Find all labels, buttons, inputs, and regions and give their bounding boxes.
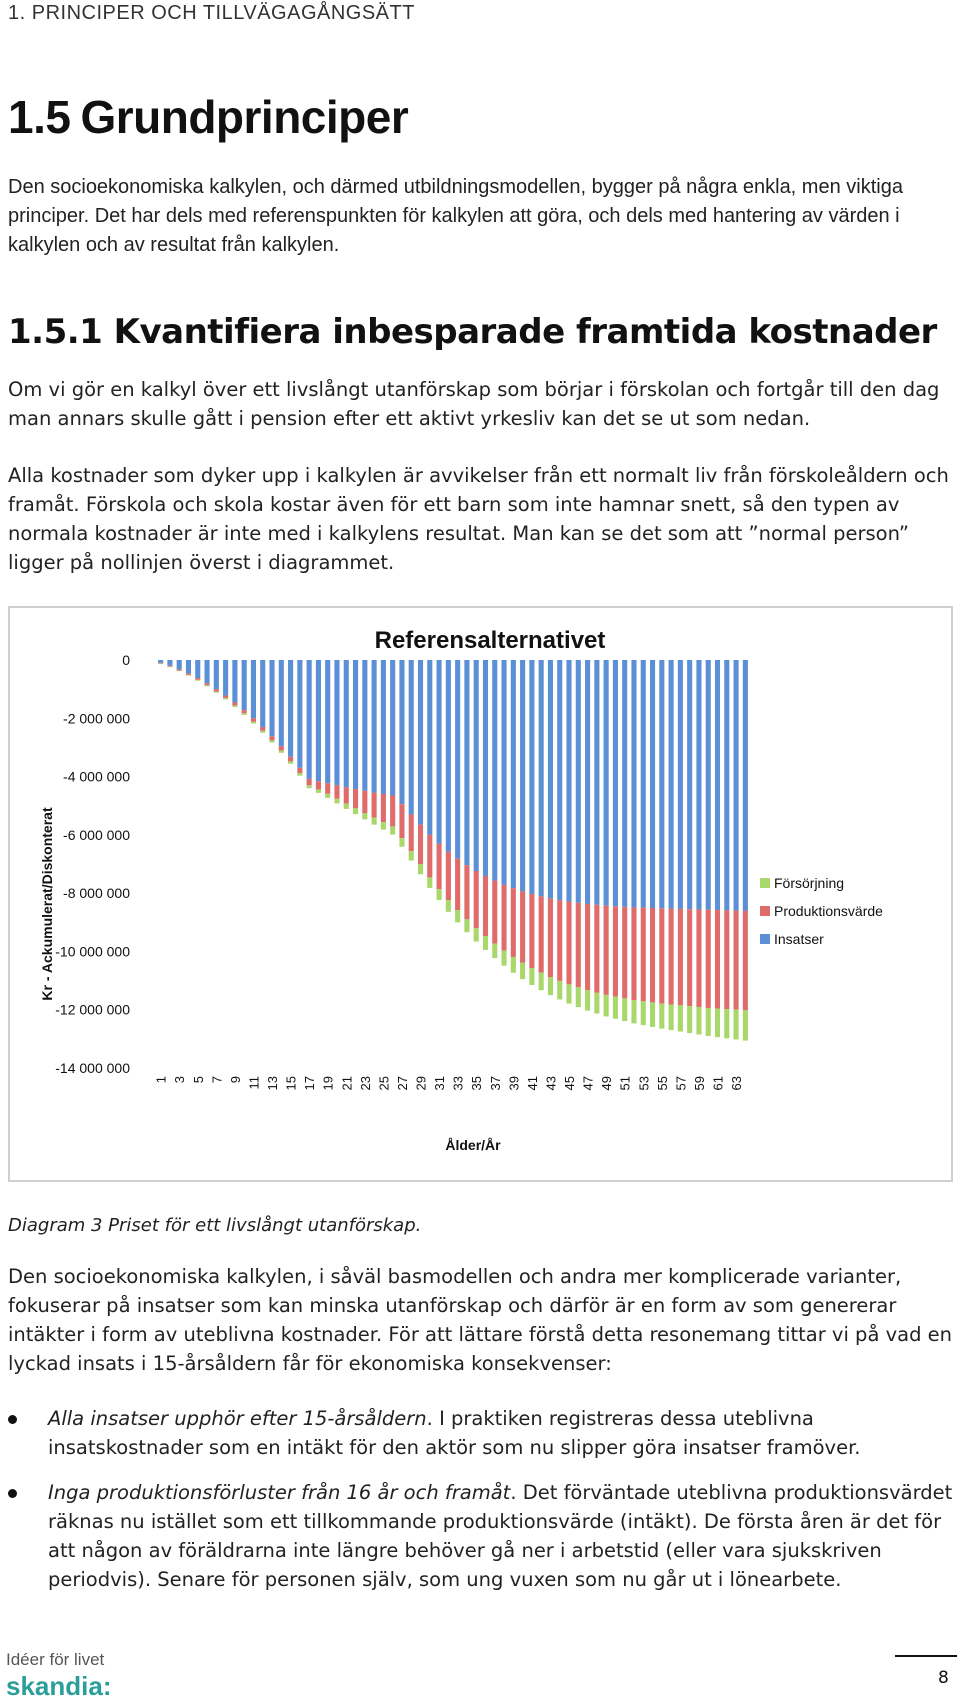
bar-segment	[195, 680, 200, 681]
bar-segment	[242, 713, 247, 715]
x-tick-label: 59	[692, 1076, 707, 1091]
bar-segment	[232, 705, 237, 706]
bar-segment	[307, 785, 312, 788]
bar-segment	[604, 660, 609, 906]
bar-segment	[279, 746, 284, 750]
bar-segment	[399, 838, 404, 847]
x-axis-label: Ålder/År	[445, 1137, 501, 1153]
bar-segment	[372, 660, 377, 793]
x-tick-label: 1	[153, 1076, 169, 1084]
legend-label: Försörjning	[774, 875, 845, 891]
bar-segment	[613, 997, 618, 1019]
bar-segment	[325, 660, 330, 783]
chart-title: Referensalternativet	[374, 627, 606, 654]
bar-segment	[158, 663, 163, 664]
bar-segment	[696, 1007, 701, 1034]
bar-segment	[409, 851, 414, 860]
bar-segment	[631, 907, 636, 1000]
bar-segment	[242, 660, 247, 710]
bar-segment	[297, 660, 302, 768]
bar-segment	[269, 660, 274, 736]
bar-segment	[232, 703, 237, 706]
bar-segment	[455, 660, 460, 859]
bullet-text	[48, 1404, 958, 1462]
bar-segment	[659, 908, 664, 1003]
paragraph-2: Alla kostnader som dyker upp i kalkylen är avvikelser från ett normalt liv från förskoleåldern och framåt. Förskola och skola kostar även för ett barn som inte hamnar snett, så den typen av normala kostnader är inte med i kalkylens resultat. Man kan se det som att ”normal person” ligger på nollinjen överst i diagrammet.	[8, 464, 949, 574]
bar-segment	[557, 981, 562, 1000]
bar-segment	[474, 928, 479, 941]
bar-segment	[678, 660, 683, 909]
x-tick-label: 27	[395, 1076, 410, 1091]
bar-segment	[177, 669, 182, 670]
paragraph-3: Den socioekonomiska kalkylen, i såväl basmodellen och andra mer komplicerade varianter, fokuserar på insatser som kan minska utanförskap och därför är en form av som genererar intäkter i form av uteblivna kostnader. För att lättare förstå detta resonemang tittar vi på vad en lyckad insats i 15-årsåldern får för ekonomiska konsekvenser:	[8, 1265, 953, 1375]
bullet-lead: Inga produktionsförluster från 16 år och framåt	[48, 1481, 511, 1504]
bar-segment	[334, 785, 339, 798]
bar-segment	[631, 1000, 636, 1023]
bar-segment	[631, 660, 636, 907]
bar-segment	[325, 783, 330, 793]
subsection-title: 1.5.1 Kvantifiera inbesparade framtida kostnader	[8, 312, 937, 352]
bar-segment	[520, 891, 525, 962]
bar-segment	[353, 789, 358, 808]
bar-segment	[622, 998, 627, 1021]
x-tick-label: 5	[190, 1076, 206, 1084]
y-tick-label: -14 000 000	[55, 1060, 130, 1076]
bar-segment	[418, 864, 423, 874]
bar-segment	[529, 894, 534, 968]
bar-segment	[269, 736, 274, 740]
bar-segment	[279, 660, 284, 746]
bar-segment	[520, 963, 525, 979]
bar-segment	[687, 1006, 692, 1033]
y-tick-label: 0	[122, 652, 130, 668]
bar-segment	[641, 1001, 646, 1025]
bar-segment	[353, 660, 358, 789]
bar-segment	[696, 660, 701, 909]
stacked-bar-chart	[10, 608, 951, 1180]
bar-segment	[576, 903, 581, 988]
bar-segment	[399, 660, 404, 804]
bar-segment	[492, 660, 497, 881]
x-tick-label: 51	[617, 1076, 633, 1091]
bar-segment	[214, 689, 219, 691]
legend-swatch	[760, 906, 770, 916]
bar-segment	[437, 889, 442, 900]
bar-segment	[427, 660, 432, 835]
bar-segment	[288, 761, 293, 763]
bar-segment	[204, 660, 209, 683]
bar-segment	[669, 660, 674, 909]
bar-segment	[724, 910, 729, 1009]
bar-segment	[548, 660, 553, 898]
x-tick-label: 47	[580, 1076, 596, 1091]
x-tick-label: 57	[673, 1076, 689, 1091]
legend-label: Produktionsvärde	[774, 903, 883, 919]
bar-segment	[604, 906, 609, 995]
bar-segment	[669, 1004, 674, 1030]
bar-segment	[566, 660, 571, 902]
bar-segment	[223, 696, 228, 699]
bar-segment	[613, 660, 618, 906]
x-tick-label: 55	[654, 1076, 670, 1091]
bar-segment	[483, 876, 488, 936]
bar-segment	[464, 865, 469, 919]
x-tick-label: 29	[413, 1076, 429, 1091]
bar-segment	[613, 906, 618, 996]
bar-segment	[687, 909, 692, 1006]
bar-segment	[743, 660, 748, 911]
bar-segment	[390, 826, 395, 834]
bar-segment	[724, 1009, 729, 1038]
bar-segment	[381, 794, 386, 822]
bar-segment	[594, 905, 599, 993]
bar-segment	[715, 1009, 720, 1038]
bar-segment	[381, 822, 386, 830]
bar-segment	[548, 898, 553, 977]
bar-segment	[585, 660, 590, 904]
x-tick-label: 35	[469, 1076, 485, 1091]
bar-segment	[316, 781, 321, 789]
x-tick-label: 49	[599, 1076, 615, 1091]
bar-segment	[186, 660, 191, 673]
bar-segment	[427, 835, 432, 878]
bar-segment	[437, 844, 442, 889]
y-tick-label: -12 000 000	[55, 1001, 130, 1018]
x-tick-label: 19	[320, 1076, 336, 1091]
bar-segment	[437, 660, 442, 844]
bar-segment	[724, 660, 729, 910]
bar-segment	[372, 818, 377, 825]
bar-segment	[446, 660, 451, 852]
bar-segment	[455, 910, 460, 922]
bar-segment	[334, 660, 339, 785]
bar-segment	[195, 678, 200, 680]
bar-segment	[715, 660, 720, 910]
bar-segment	[409, 660, 414, 814]
bar-segment	[474, 660, 479, 871]
bar-segment	[594, 993, 599, 1014]
bar-segment	[418, 825, 423, 865]
section-title: Grundprinciper	[80, 91, 409, 143]
bar-segment	[585, 990, 590, 1010]
footer-logo: skandia:	[6, 1671, 112, 1701]
bar-segment	[223, 660, 228, 696]
bar-segment	[696, 909, 701, 1007]
legend-label: Insatser	[774, 931, 824, 947]
bar-segment	[297, 768, 302, 773]
bar-segment	[307, 779, 312, 785]
x-tick-label: 23	[357, 1076, 373, 1091]
bar-segment	[520, 660, 525, 891]
bar-segment	[566, 902, 571, 985]
x-tick-label: 7	[209, 1076, 225, 1084]
footer-logo-tagline: Idéer för livet	[6, 1650, 105, 1669]
bar-segment	[511, 660, 516, 888]
bar-segment	[232, 660, 237, 703]
bar-segment	[214, 660, 219, 689]
legend-swatch	[760, 878, 770, 888]
x-tick-label: 63	[729, 1076, 745, 1091]
section-intro: Den socioekonomiska kalkylen, och därmed utbildningsmodellen, bygger på några enkla, men viktiga principer. Det har dels med referenspunkten för kalkylen att göra, och dels med hantering av värden i kalkylen och av resultat från kalkylen.	[8, 176, 903, 256]
bullet-text	[48, 1478, 958, 1594]
bar-segment	[622, 660, 627, 907]
bar-segment	[539, 660, 544, 896]
bar-segment	[734, 660, 739, 911]
y-axis-label: Kr - Ackumulerat/Diskonterat	[39, 807, 55, 1001]
bar-segment	[576, 987, 581, 1007]
x-tick-label: 39	[506, 1076, 522, 1091]
bar-segment	[706, 910, 711, 1008]
bar-segment	[557, 900, 562, 981]
x-tick-label: 15	[283, 1076, 299, 1091]
bar-segment	[585, 904, 590, 990]
bar-segment	[158, 660, 163, 663]
bar-segment	[409, 814, 414, 851]
bar-segment	[260, 660, 265, 727]
bar-segment	[204, 685, 209, 686]
bar-segment	[511, 888, 516, 957]
bar-segment	[678, 1005, 683, 1031]
x-tick-label: 13	[265, 1076, 280, 1091]
bar-segment	[743, 1010, 748, 1040]
bar-segment	[260, 731, 265, 733]
bar-segment	[316, 660, 321, 781]
bar-segment	[641, 660, 646, 908]
running-header: 1. PRINCIPER OCH TILLVÄGAGÅNGSÄTT	[8, 2, 415, 24]
bullet-lead: Alla insatser upphör efter 15-årsåldern	[48, 1407, 427, 1430]
x-tick-label: 41	[524, 1076, 540, 1091]
bar-segment	[734, 911, 739, 1010]
bar-segment	[706, 1008, 711, 1036]
bar-segment	[687, 660, 692, 909]
bar-segment	[659, 1004, 664, 1029]
bar-segment	[362, 791, 367, 813]
bar-segment	[492, 881, 497, 944]
bar-segment	[177, 660, 182, 669]
bar-segment	[177, 670, 182, 671]
bar-segment	[167, 660, 172, 666]
bar-segment	[334, 799, 339, 804]
x-tick-label: 53	[636, 1076, 652, 1091]
bar-segment	[529, 968, 534, 985]
bar-segment	[464, 919, 469, 932]
y-tick-label: -10 000 000	[55, 943, 130, 960]
bar-segment	[316, 789, 321, 793]
bar-segment	[362, 813, 367, 819]
bullet-icon	[8, 1489, 17, 1498]
x-tick-label: 31	[432, 1076, 448, 1091]
bar-segment	[251, 718, 256, 722]
bar-segment	[455, 859, 460, 910]
y-tick-label: -8 000 000	[63, 885, 130, 902]
figure-caption: Diagram 3 Priset för ett livslångt utanförskap.	[8, 1215, 422, 1236]
y-tick-label: -6 000 000	[63, 826, 130, 843]
bar-segment	[372, 793, 377, 818]
footer-rule	[895, 1655, 957, 1657]
bar-segment	[167, 666, 172, 667]
bar-segment	[650, 1002, 655, 1026]
bar-segment	[576, 660, 581, 903]
paragraph-1: Om vi gör en kalkyl över ett livslångt utanförskap som börjar i förskolan och fortgår till den dag man annars skulle gått i pension efter ett aktivt yrkesliv kan det se ut som nedan.	[8, 378, 940, 430]
bar-segment	[743, 911, 748, 1010]
bar-segment	[269, 740, 274, 742]
bar-segment	[214, 691, 219, 692]
x-tick-label: 33	[450, 1076, 466, 1091]
bar-segment	[195, 660, 200, 678]
bar-segment	[492, 944, 497, 959]
bar-segment	[344, 660, 349, 787]
x-tick-label: 37	[487, 1076, 503, 1091]
bar-segment	[669, 909, 674, 1005]
legend-swatch	[760, 934, 770, 944]
bar-segment	[288, 660, 293, 757]
bullet-rest: . I praktiken registreras dessa uteblivna insatskostnader som en intäkt för den aktör som nu slipper göra insatser framöver.	[48, 1407, 861, 1459]
bar-segment	[446, 852, 451, 900]
bullet-rest: . Det förväntade uteblivna produktionsvärdet räknas nu istället som ett tillkommande produktionsvärde (intäkt). De första åren är det för att någon av föräldrarna inte längre behöver gå ner i arbetstid (eller vara sjukskriven periodvis). Senare för personen själv, som ung vuxen som nu går ut i lönearbete.	[48, 1481, 953, 1591]
x-tick-label: 3	[172, 1076, 188, 1084]
bar-segment	[390, 660, 395, 796]
bar-segment	[353, 808, 358, 814]
bar-segment	[483, 936, 488, 950]
x-tick-label: 11	[246, 1076, 262, 1090]
bar-segment	[706, 660, 711, 910]
bar-segment	[622, 907, 627, 999]
bar-segment	[501, 951, 506, 966]
bar-segment	[641, 908, 646, 1002]
bar-segment	[511, 957, 516, 973]
y-tick-label: -2 000 000	[63, 710, 130, 727]
x-tick-label: 21	[339, 1076, 355, 1091]
bar-segment	[474, 871, 479, 928]
bar-segment	[678, 909, 683, 1005]
x-tick-label: 43	[543, 1076, 559, 1091]
x-tick-label: 9	[227, 1076, 243, 1084]
bar-segment	[650, 660, 655, 908]
bar-segment	[659, 660, 664, 908]
bar-segment	[427, 877, 432, 887]
bar-segment	[223, 698, 228, 699]
bar-segment	[539, 896, 544, 972]
bar-segment	[418, 660, 423, 825]
bar-segment	[557, 660, 562, 900]
bar-segment	[390, 796, 395, 827]
bar-segment	[594, 660, 599, 905]
page-number: 8	[938, 1668, 949, 1688]
bar-segment	[381, 660, 386, 794]
x-tick-label: 45	[562, 1076, 577, 1091]
bar-segment	[251, 722, 256, 724]
x-tick-label: 61	[710, 1076, 726, 1091]
bar-segment	[399, 804, 404, 838]
bullet-icon	[8, 1415, 17, 1424]
bar-segment	[325, 794, 330, 798]
bar-segment	[650, 908, 655, 1002]
bar-segment	[539, 973, 544, 990]
bar-segment	[288, 757, 293, 762]
bar-segment	[186, 673, 191, 674]
bar-segment	[344, 787, 349, 803]
bar-segment	[483, 660, 488, 876]
bar-segment	[604, 995, 609, 1017]
x-tick-label: 25	[376, 1076, 392, 1091]
bar-segment	[186, 675, 191, 676]
bar-segment	[566, 984, 571, 1003]
bar-segment	[344, 804, 349, 809]
y-tick-label: -4 000 000	[63, 768, 130, 785]
chart-frame	[8, 606, 953, 1182]
x-tick-label: 17	[302, 1076, 318, 1091]
bar-segment	[242, 710, 247, 713]
section-heading	[8, 90, 408, 144]
bar-segment	[715, 910, 720, 1009]
bar-segment	[307, 660, 312, 779]
bar-segment	[501, 660, 506, 885]
bar-segment	[362, 660, 367, 791]
bar-segment	[297, 773, 302, 776]
bar-segment	[734, 1010, 739, 1040]
bar-segment	[204, 683, 209, 685]
bar-segment	[260, 727, 265, 731]
bar-segment	[464, 660, 469, 865]
section-number: 1.5	[8, 91, 71, 143]
bar-segment	[279, 751, 284, 753]
bar-segment	[501, 885, 506, 951]
bar-segment	[251, 660, 256, 718]
bar-segment	[446, 900, 451, 912]
bar-segment	[529, 660, 534, 894]
bar-segment	[548, 977, 553, 995]
